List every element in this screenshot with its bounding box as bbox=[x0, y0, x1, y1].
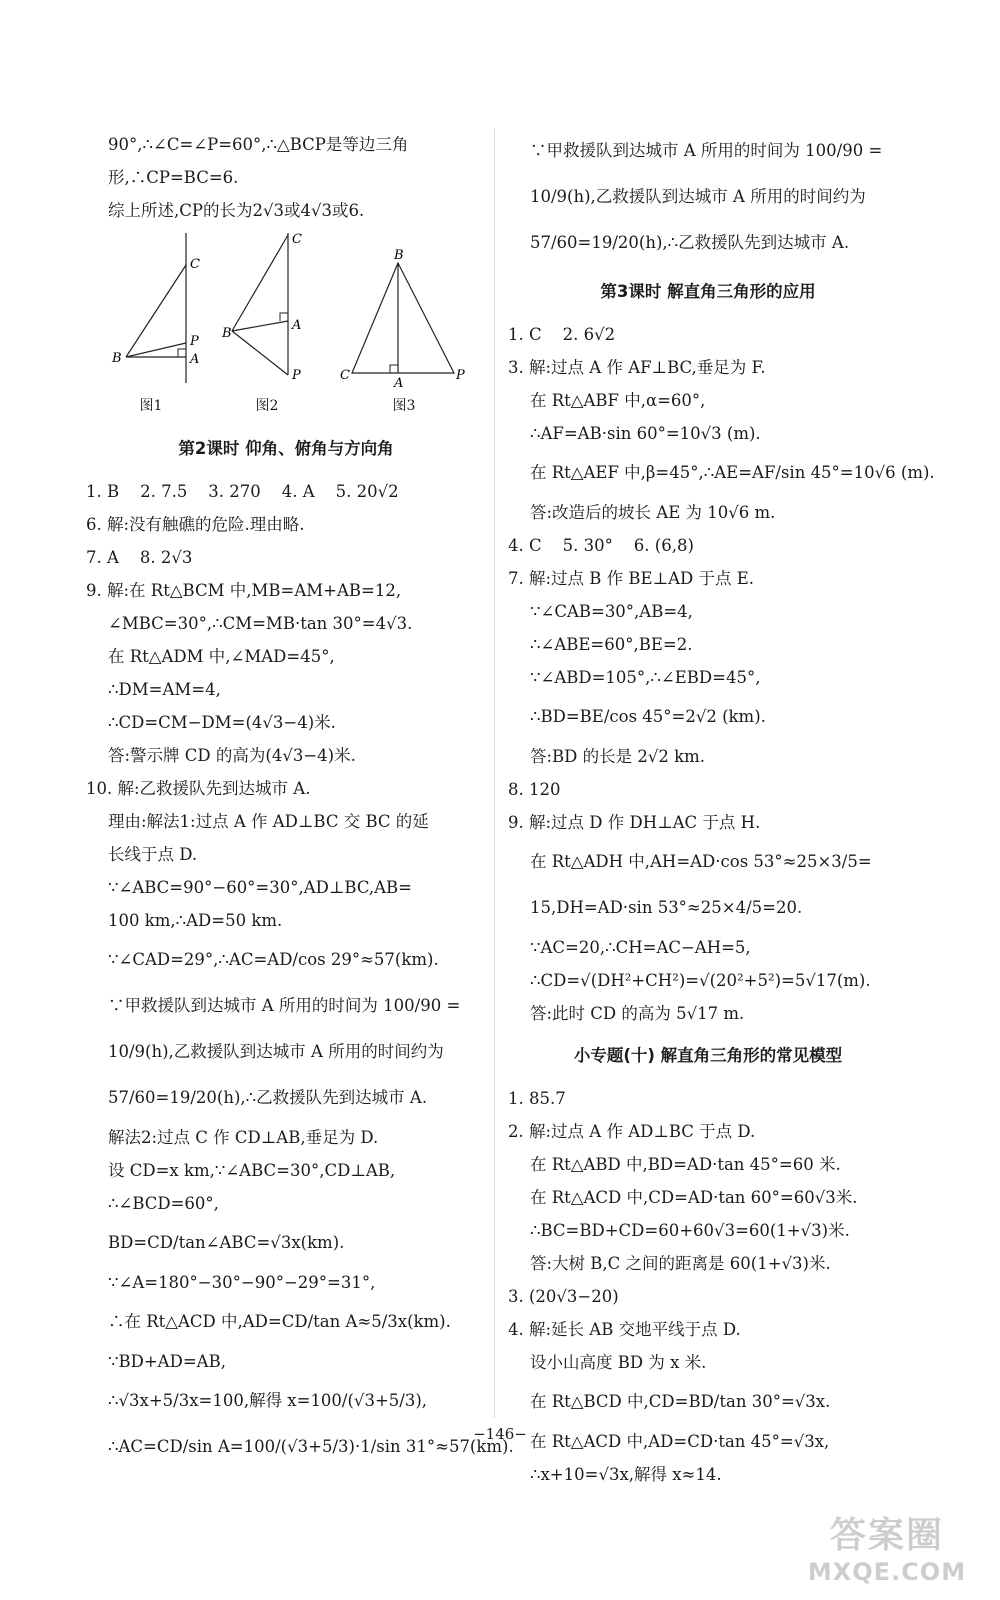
text-line: ∴√3x+5/3x=100,解得 x=100/(√3+5/3), bbox=[108, 1391, 428, 1410]
figure-3-label-p: P bbox=[456, 368, 465, 383]
text-line: 答:警示牌 CD 的高为(4√3−4)米. bbox=[108, 746, 356, 765]
text-line: 在 Rt△ADH 中,AH=AD·cos 53°≈25×3/5= bbox=[530, 852, 872, 871]
text-line: 57/60=19/20(h),∴乙救援队先到达城市 A. bbox=[530, 233, 850, 252]
text-line: 3. (20√3−20) bbox=[508, 1287, 619, 1306]
text-line: 答:改造后的坡长 AE 为 10√6 m. bbox=[530, 503, 776, 522]
page-number: −146− bbox=[473, 1425, 527, 1443]
text-line: 综上所述,CP的长为2√3或4√3或6. bbox=[108, 201, 365, 220]
text-line: 8. 120 bbox=[508, 780, 561, 799]
figure-3-caption: 图3 bbox=[392, 398, 416, 414]
text-line: ∴AF=AB·sin 60°=10√3 (m). bbox=[530, 424, 761, 443]
figure-2-caption: 图2 bbox=[255, 398, 279, 414]
section-title: 第3课时 解直角三角形的应用 bbox=[600, 282, 816, 301]
text-line: 10/9(h),乙救援队到达城市 A 所用的时间约为 bbox=[530, 187, 866, 206]
text-line: 在 Rt△ACD 中,CD=AD·tan 60°=60√3米. bbox=[530, 1188, 858, 1207]
text-line: 在 Rt△AEF 中,β=45°,∴AE=AF/sin 45°=10√6 (m). bbox=[530, 463, 935, 482]
text-line: ∵∠ABD=105°,∴∠EBD=45°, bbox=[530, 668, 761, 687]
text-line: 答:BD 的长是 2√2 km. bbox=[530, 747, 706, 766]
text-line: 形,∴CP=BC=6. bbox=[108, 168, 239, 187]
text-line: ∠MBC=30°,∴CM=MB·tan 30°=4√3. bbox=[108, 614, 413, 633]
text-line: 4. C 5. 30° 6. (6,8) bbox=[508, 536, 694, 555]
figure-2 bbox=[222, 233, 312, 413]
figure-1-label-b: B bbox=[112, 351, 122, 366]
text-line: ∵∠CAB=30°,AB=4, bbox=[530, 602, 693, 621]
text-line: 理由:解法1:过点 A 作 AD⊥BC 交 BC 的延 bbox=[108, 812, 429, 831]
text-line: ∴在 Rt△ACD 中,AD=CD/tan A≈5/3x(km). bbox=[108, 1312, 451, 1331]
text-line: ∵甲救援队到达城市 A 所用的时间为 100/90 = bbox=[108, 996, 461, 1015]
text-line: 7. 解:过点 B 作 BE⊥AD 于点 E. bbox=[508, 569, 755, 588]
text-line: 设小山高度 BD 为 x 米. bbox=[530, 1353, 707, 1372]
watermark-text-en: MXQE.COM bbox=[807, 1558, 967, 1586]
text-line: 100 km,∴AD=50 km. bbox=[108, 911, 283, 930]
text-line: ∴AC=CD/sin A=100/(√3+5/3)·1/sin 31°≈57(km). bbox=[108, 1437, 514, 1456]
figure-1-label-p: P bbox=[190, 334, 199, 349]
text-line: 9. 解:在 Rt△BCM 中,MB=AM+AB=12, bbox=[86, 581, 402, 600]
text-line: 在 Rt△ABD 中,BD=AD·tan 45°=60 米. bbox=[530, 1155, 841, 1174]
text-line: 答:此时 CD 的高为 5√17 m. bbox=[530, 1004, 745, 1023]
figure-1-label-c: C bbox=[190, 257, 200, 272]
figure-3 bbox=[334, 233, 474, 413]
text-line: 1. C 2. 6√2 bbox=[508, 325, 616, 344]
text-line: ∴CD=√(DH²+CH²)=√(20²+5²)=5√17(m). bbox=[530, 971, 871, 990]
figure-2-label-c: C bbox=[292, 232, 302, 247]
text-line: 长线于点 D. bbox=[108, 845, 198, 864]
text-line: ∴x+10=√3x,解得 x≈14. bbox=[530, 1465, 722, 1484]
text-line: ∵∠A=180°−30°−90°−29°=31°, bbox=[108, 1273, 376, 1292]
text-line: ∵AC=20,∴CH=AC−AH=5, bbox=[530, 938, 751, 957]
watermark-logo bbox=[792, 1507, 982, 1586]
text-line: 答:大树 B,C 之间的距离是 60(1+√3)米. bbox=[530, 1254, 831, 1273]
figure-3-label-c: C bbox=[340, 368, 350, 383]
section-title: 第2课时 仰角、俯角与方向角 bbox=[178, 439, 394, 458]
text-line: 3. 解:过点 A 作 AF⊥BC,垂足为 F. bbox=[508, 358, 766, 377]
text-line: ∵甲救援队到达城市 A 所用的时间为 100/90 = bbox=[530, 141, 883, 160]
text-line: ∴∠ABE=60°,BE=2. bbox=[530, 635, 693, 654]
watermark-text-cn: 答案圈 bbox=[829, 1515, 944, 1556]
text-line: 在 Rt△ABF 中,α=60°, bbox=[530, 391, 706, 410]
text-line: 15,DH=AD·sin 53°≈25×4/5=20. bbox=[530, 898, 803, 917]
figure-3-label-b: B bbox=[394, 248, 404, 263]
text-line: 6. 解:没有触礁的危险.理由略. bbox=[86, 515, 305, 534]
text-line: ∴CD=CM−DM=(4√3−4)米. bbox=[108, 713, 336, 732]
text-line: 设 CD=x km,∵∠ABC=30°,CD⊥AB, bbox=[108, 1161, 396, 1180]
text-line: 在 Rt△BCD 中,CD=BD/tan 30°=√3x. bbox=[530, 1392, 831, 1411]
column-divider bbox=[494, 128, 495, 1418]
section-title: 小专题(十) 解直角三角形的常见模型 bbox=[573, 1046, 843, 1065]
text-line: 在 Rt△ADM 中,∠MAD=45°, bbox=[108, 647, 335, 666]
figure-2-label-p: P bbox=[292, 368, 301, 383]
right-column bbox=[508, 128, 935, 1491]
text-line: 10/9(h),乙救援队到达城市 A 所用的时间约为 bbox=[108, 1042, 444, 1061]
text-line: 57/60=19/20(h),∴乙救援队先到达城市 A. bbox=[108, 1088, 428, 1107]
figure-1-caption: 图1 bbox=[139, 398, 163, 414]
text-line: 90°,∴∠C=∠P=60°,∴△BCP是等边三角 bbox=[108, 135, 409, 154]
figure-1-label-a: A bbox=[190, 352, 200, 367]
text-line: 在 Rt△ACD 中,AD=CD·tan 45°=√3x, bbox=[530, 1432, 830, 1451]
figure-2-label-a: A bbox=[292, 318, 302, 333]
text-line: ∵∠CAD=29°,∴AC=AD/cos 29°≈57(km). bbox=[108, 950, 439, 969]
text-line: 7. A 8. 2√3 bbox=[86, 548, 193, 567]
text-line: 1. B 2. 7.5 3. 270 4. A 5. 20√2 bbox=[86, 482, 399, 501]
figure-1 bbox=[106, 233, 200, 414]
text-line: 4. 解:延长 AB 交地平线于点 D. bbox=[508, 1320, 741, 1339]
text-line: ∴DM=AM=4, bbox=[108, 680, 221, 699]
figure-row bbox=[86, 233, 486, 413]
text-line: ∴BC=BD+CD=60+60√3=60(1+√3)米. bbox=[530, 1221, 850, 1240]
text-line: ∵BD+AD=AB, bbox=[108, 1352, 226, 1371]
text-line: ∴∠BCD=60°, bbox=[108, 1194, 219, 1213]
text-line: ∵∠ABC=90°−60°=30°,AD⊥BC,AB= bbox=[108, 878, 412, 897]
text-line: ∴BD=BE/cos 45°=2√2 (km). bbox=[530, 707, 766, 726]
text-line: 9. 解:过点 D 作 DH⊥AC 于点 H. bbox=[508, 813, 761, 832]
figure-3-label-a: A bbox=[394, 376, 404, 391]
text-line: 2. 解:过点 A 作 AD⊥BC 于点 D. bbox=[508, 1122, 756, 1141]
text-line: 解法2:过点 C 作 CD⊥AB,垂足为 D. bbox=[108, 1128, 379, 1147]
text-line: 1. 85.7 bbox=[508, 1089, 566, 1108]
text-line: 10. 解:乙救援队先到达城市 A. bbox=[86, 779, 311, 798]
text-line: BD=CD/tan∠ABC=√3x(km). bbox=[108, 1233, 345, 1252]
figure-2-label-b: B bbox=[222, 326, 232, 341]
